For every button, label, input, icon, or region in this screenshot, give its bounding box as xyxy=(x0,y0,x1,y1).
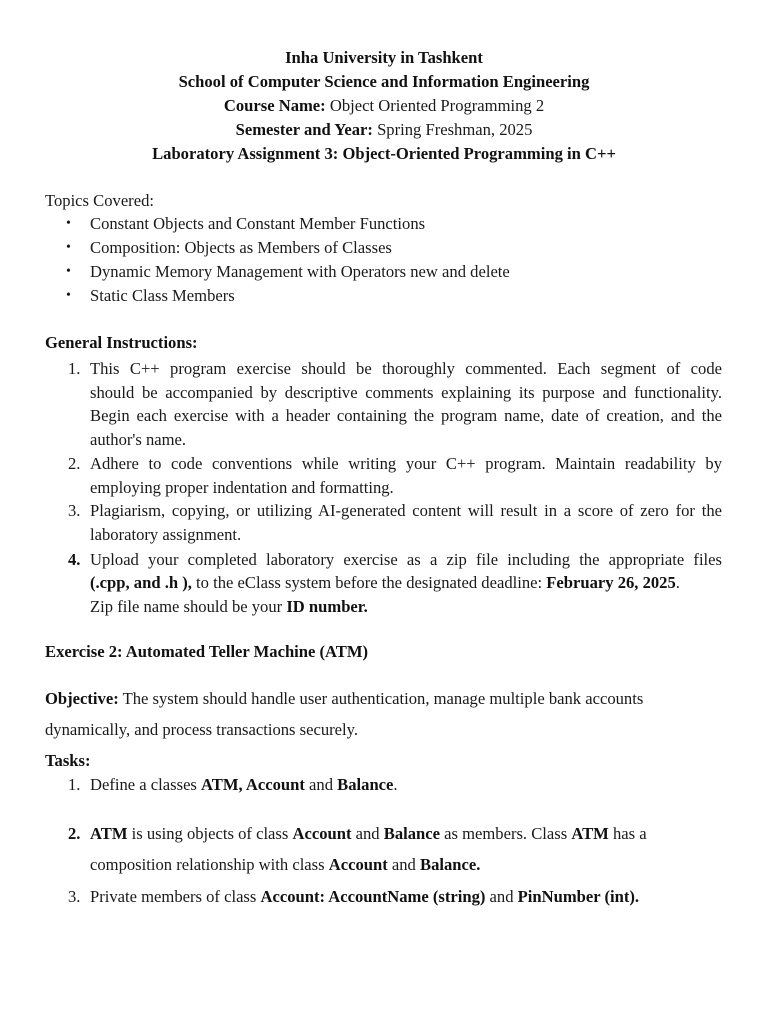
list-item: Static Class Members xyxy=(90,286,235,305)
list-item: Dynamic Memory Management with Operators new and delete xyxy=(90,262,510,281)
semester-year: Semester and Year: Spring Freshman, 2025 xyxy=(235,120,533,139)
instruction-line: Adhere to code conventions while writing your C++ program. Maintain readability by xyxy=(90,454,722,473)
bullet-icon: • xyxy=(66,288,71,303)
task-line: ATM is using objects of class Account and Balance as members. Class ATM has a xyxy=(90,824,647,843)
item-number: 3. xyxy=(68,887,81,906)
instruction-line: Plagiarism, copying, or utilizing AI-generated content will result in a score of zero for the xyxy=(90,501,722,520)
instruction-line: This C++ program exercise should be thoroughly commented. Each segment of code xyxy=(90,359,722,378)
exercise-title: Exercise 2: Automated Teller Machine (ATM) xyxy=(45,642,369,661)
instruction-line: (.cpp, and .h ), to the eClass system before the designated deadline: February 26, 2025. xyxy=(90,573,680,592)
assignment-title: Laboratory Assignment 3: Object-Oriented Programming in C++ xyxy=(152,144,616,163)
instruction-line: Zip file name should be your ID number. xyxy=(90,597,368,616)
item-number: 1. xyxy=(68,775,81,794)
topics-heading: Topics Covered: xyxy=(45,191,154,210)
instruction-line: author's name. xyxy=(90,430,187,449)
task-line: Define a classes ATM, Account and Balance. xyxy=(90,775,398,794)
school-name: School of Computer Science and Information Engineering xyxy=(178,72,590,91)
task-line: composition relationship with class Account and Balance. xyxy=(90,855,481,874)
institution-name: Inha University in Tashkent xyxy=(285,48,483,67)
item-number: 1. xyxy=(68,359,81,378)
bullet-icon: • xyxy=(66,240,71,255)
objective-line-2: dynamically, and process transactions securely. xyxy=(45,720,359,739)
instruction-line: Upload your completed laboratory exercise as a zip file including the appropriate files xyxy=(90,550,722,569)
document-header xyxy=(0,46,768,166)
bullet-icon: • xyxy=(66,264,71,279)
item-number: 2. xyxy=(68,824,81,843)
instruction-line: employing proper indentation and formatting. xyxy=(90,478,394,497)
item-number: 2. xyxy=(68,454,81,473)
tasks-heading: Tasks: xyxy=(45,751,91,770)
item-number: 4. xyxy=(68,550,81,569)
objective-line-1: Objective: The system should handle user authentication, manage multiple bank accounts xyxy=(45,689,644,708)
instruction-line: should be accompanied by descriptive comments explaining its purpose and functionality. xyxy=(90,383,722,402)
deadline-date: February 26, 2025 xyxy=(546,573,676,592)
bullet-icon: • xyxy=(66,216,71,231)
task-line: Private members of class Account: AccountName (string) and PinNumber (int). xyxy=(90,887,640,906)
instruction-line: Begin each exercise with a header containing the program name, date of creation, and the xyxy=(90,406,722,425)
list-item: Composition: Objects as Members of Classes xyxy=(90,238,392,257)
instruction-line: laboratory assignment. xyxy=(90,525,242,544)
list-item: Constant Objects and Constant Member Functions xyxy=(90,214,426,233)
item-number: 3. xyxy=(68,501,81,520)
instructions-heading: General Instructions: xyxy=(45,333,198,352)
course-name: Course Name: Object Oriented Programming 2 xyxy=(223,96,545,115)
